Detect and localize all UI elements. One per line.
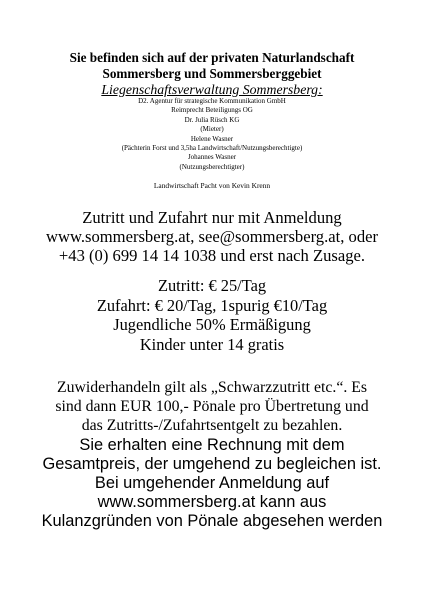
party-line: (Mieter) [200, 125, 224, 134]
price-list [0, 276, 424, 354]
party-line: (Nutzungsberechtigter) [179, 162, 245, 171]
party-line: (Pächterin Forst und 3,5ha Landwirtschaft/Nutzungsberechtigte) [121, 144, 303, 153]
access-line-3: +43 (0) 699 14 14 1038 und erst nach Zusage. [58, 246, 366, 266]
children-free: Kinder unter 14 gratis [139, 334, 285, 354]
penalty-line-8: Kulanzgründen von Pönale abgesehen werden [41, 512, 383, 531]
access-notice [0, 208, 424, 266]
youth-discount: Jugendliche 50% Ermäßigung [113, 315, 311, 335]
penalty-line-5: Gesamtpreis, der umgehend zu begleichen ist. [42, 454, 382, 473]
drive-price: Zufahrt: € 20/Tag, 1spurig €10/Tag [96, 295, 328, 315]
entry-price: Zutritt: € 25/Tag [157, 276, 267, 295]
party-line: Johannes Wasner [187, 153, 237, 162]
administration-title: Liegenschaftsverwaltung Sommersberg: [101, 82, 323, 97]
parties-list [0, 97, 424, 172]
heading-line-2: Sommersberg und Sommersberggebiet [102, 66, 322, 81]
access-line-2: www.sommersberg.at, see@sommersberg.at, oder [45, 227, 379, 247]
penalty-line-4: Sie erhalten eine Rechnung mit dem [79, 435, 345, 454]
heading-block [0, 50, 424, 98]
party-line: Reimprecht Beteiligungs OG [171, 106, 253, 115]
lease-note: Landwirtschaft Pacht von Kevin Krenn [153, 181, 271, 190]
penalty-line-1: Zuwiderhandeln gilt als „Schwarzzutritt etc.“. Es [56, 379, 368, 396]
penalty-line-7: www.sommersberg.at kann aus [97, 493, 327, 512]
party-line: Helene Wasner [190, 134, 234, 143]
party-line: Dr. Julia Rüsch KG [184, 115, 240, 124]
heading-line-1: Sie befinden sich auf der privaten Naturlandschaft [69, 50, 355, 65]
penalty-line-6: Bei umgehender Anmeldung auf [94, 474, 330, 493]
penalty-line-2: sind dann EUR 100,- Pönale pro Übertretung und [55, 398, 369, 416]
penalty-notice [0, 378, 424, 532]
access-line-1: Zutritt und Zufahrt nur mit Anmeldung [82, 208, 342, 227]
party-line: D2. Agentur für strategische Kommunikation GmbH [138, 97, 286, 105]
penalty-line-3: das Zutritts-/Zufahrtsentgelt zu bezahlen. [81, 417, 343, 435]
